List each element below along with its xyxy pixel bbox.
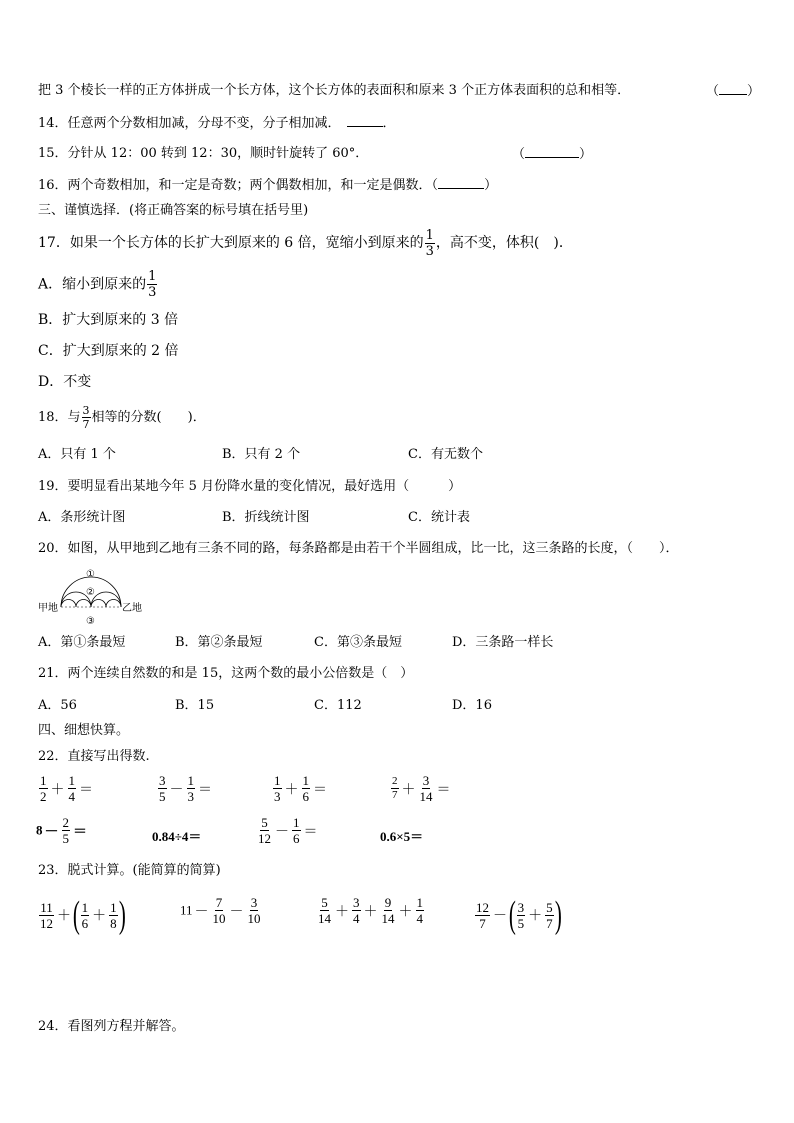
q17-option-c[interactable]: C．扩大到原来的 2 倍 bbox=[38, 343, 179, 359]
calc-r1c2: $\frac{3}{5}$ － $\frac{1}{3}$ ＝ bbox=[159, 773, 212, 804]
question-21: 21．两个连续自然数的和是 15，这两个数的最小公倍数是（ ） bbox=[38, 666, 414, 681]
fraction: $\frac{1}{3}$ bbox=[425, 227, 434, 259]
path-1-label: ① bbox=[86, 569, 95, 580]
question-18: 18．与 $\frac{3}{7}$ 相等的分数( )． bbox=[38, 404, 206, 431]
end-label: 乙地 bbox=[122, 603, 142, 614]
path-3-label: ③ bbox=[86, 616, 95, 627]
answer-blank[interactable] bbox=[719, 82, 747, 95]
answer-blank[interactable] bbox=[438, 176, 484, 189]
question-13 bbox=[38, 82, 630, 100]
section-3-heading: 三、谨慎选择．(将正确答案的标号填在括号里) bbox=[38, 203, 309, 218]
q21-option-a[interactable]: A．56 bbox=[38, 698, 77, 713]
calc-expr-2: 11 － $\frac{7}{10}$ － $\frac{3}{10}$ bbox=[180, 895, 261, 926]
question-13-answer[interactable]: （ ） bbox=[706, 84, 761, 99]
q20-option-b[interactable]: B．第②条最短 bbox=[175, 635, 263, 650]
q19-option-c[interactable]: C．统计表 bbox=[408, 510, 470, 525]
path-2-label: ② bbox=[86, 587, 95, 598]
calc-r1c4: $\frac{2}{7}$ ＋ $\frac{3}{14}$ ＝ bbox=[392, 773, 451, 804]
question-14: 14．任意两个分数相加减，分母不变，分子相加减． ． bbox=[38, 116, 396, 131]
calc-r1c1: $\frac{1}{2}$ ＋ $\frac{1}{4}$ ＝ bbox=[40, 773, 93, 804]
calc-expr-4: $\frac{12}{7}$ －( $\frac{3}{5}$ ＋ $\frac{5}{7}$ ) bbox=[476, 894, 562, 936]
q18-option-a[interactable]: A．只有 1 个 bbox=[38, 447, 116, 462]
question-19: 19．要明显看出某地今年 5 月份降水量的变化情况，最好选用（ ） bbox=[38, 479, 462, 494]
question-13-text: 把 3 个棱长一样的正方体拼成一个长方体，这个长方体的表面积和原来 3 个正方体表面积的总和相等． bbox=[38, 83, 631, 98]
calc-expr-3: $\frac{5}{14}$ ＋ $\frac{3}{4}$ ＋ $\frac{9}{14}$ ＋ $\frac{1}{4}$ bbox=[318, 895, 423, 926]
question-23: 23．脱式计算。(能简算的简算) bbox=[38, 863, 221, 878]
question-15-answer[interactable]: （ ） bbox=[512, 147, 593, 162]
q20-option-d[interactable]: D．三条路一样长 bbox=[452, 635, 554, 650]
q20-option-a[interactable]: A．第①条最短 bbox=[38, 635, 126, 650]
q20-option-c[interactable]: C．第③条最短 bbox=[314, 635, 402, 650]
fraction: $\frac{3}{7}$ bbox=[82, 404, 90, 431]
fraction: $\frac{1}{3}$ bbox=[148, 269, 157, 300]
path-3 bbox=[61, 600, 121, 608]
calc-r1c3: $\frac{1}{3}$ ＋ $\frac{1}{6}$ ＝ bbox=[274, 773, 327, 804]
q17-option-d[interactable]: D．不变 bbox=[38, 374, 92, 390]
question-15: 15．分针从 12：00 转到 12：30，顺时针旋转了 60°． bbox=[38, 146, 369, 161]
question-16: 16．两个奇数相加，和一定是奇数；两个偶数相加，和一定是偶数．（ ） bbox=[38, 178, 498, 193]
answer-blank[interactable] bbox=[347, 114, 383, 127]
question-17: 17．如果一个长方体的长扩大到原来的 6 倍，宽缩小到原来的 $\frac{1}{3}$ ，高不变，体积( )． bbox=[38, 227, 573, 259]
q20-paths-figure bbox=[36, 562, 156, 628]
calc-r2c3: $\frac{5}{12}$ － $\frac{1}{6}$ ＝ bbox=[258, 815, 318, 846]
q18-option-b[interactable]: B．只有 2 个 bbox=[222, 447, 301, 462]
q19-option-a[interactable]: A．条形统计图 bbox=[38, 510, 126, 525]
question-20: 20．如图，从甲地到乙地有三条不同的路，每条路都是由若干个半圆组成，比一比，这三条路的长度，（ ）． bbox=[38, 541, 679, 556]
start-label: 甲地 bbox=[38, 603, 58, 614]
q17-option-b[interactable]: B．扩大到原来的 3 倍 bbox=[38, 312, 179, 328]
section-4-heading: 四、细想快算。 bbox=[38, 723, 130, 738]
answer-blank[interactable] bbox=[525, 145, 579, 158]
calc-expr-1: $\frac{11}{12}$ ＋( $\frac{1}{6}$ ＋ $\frac{1}{8}$ ) bbox=[40, 894, 126, 936]
q18-option-c[interactable]: C．有无数个 bbox=[408, 447, 483, 462]
question-24: 24．看图列方程并解答。 bbox=[38, 1019, 185, 1034]
calc-r2c4: 0.6×5＝ bbox=[380, 829, 424, 844]
q21-option-d[interactable]: D．16 bbox=[452, 698, 492, 713]
q17-option-a[interactable]: A．缩小到原来的 $\frac{1}{3}$ bbox=[38, 269, 157, 300]
question-22: 22．直接写出得数. bbox=[38, 749, 150, 764]
q21-option-c[interactable]: C．112 bbox=[314, 698, 362, 713]
calc-r2c1: 8 － $\frac{2}{5}$ ＝ bbox=[36, 815, 87, 846]
q19-option-b[interactable]: B．折线统计图 bbox=[222, 510, 310, 525]
q21-option-b[interactable]: B．15 bbox=[175, 698, 215, 713]
calc-r2c2: 0.84÷4＝ bbox=[152, 829, 202, 844]
